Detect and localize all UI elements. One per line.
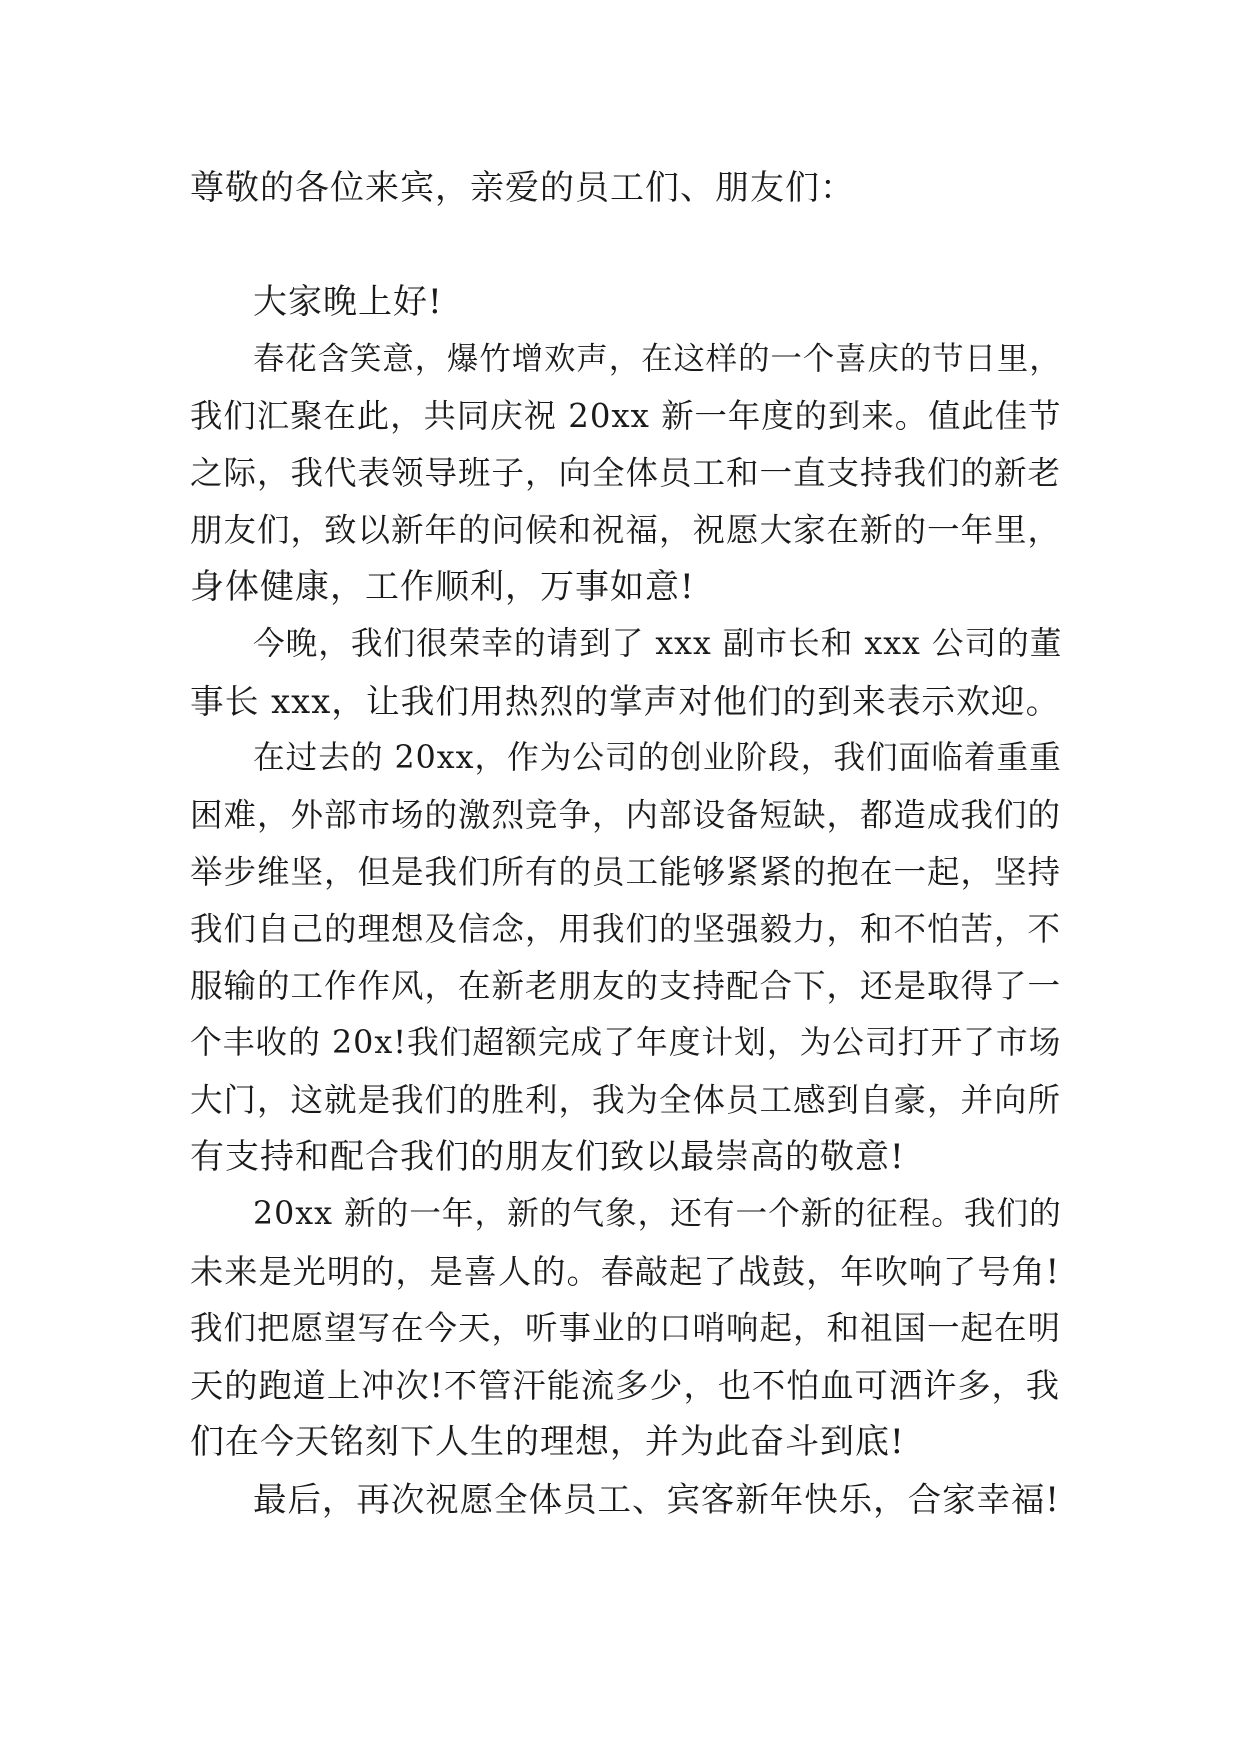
paragraph-greeting-line: 大家晚上好!	[253, 282, 443, 322]
paragraph-line: 天的跑道上冲次!不管汗能流多少，也不怕血可洒许多，我	[190, 1366, 1060, 1405]
salutation: 尊敬的各位来宾，亲爱的员工们、朋友们：	[190, 168, 855, 208]
speech-text	[190, 160, 1063, 1528]
paragraph-line: 们在今天铭刻下人生的理想，并为此奋斗到底!	[190, 1422, 905, 1462]
paragraph-line: 身体健康，工作顺利，万事如意!	[190, 567, 695, 607]
blank-line	[190, 217, 1060, 274]
paragraph-line: 我们把愿望写在今天，听事业的口哨响起，和祖国一起在明	[190, 1309, 1062, 1347]
paragraph-line: 之际，我代表领导班子，向全体员工和一直支持我们的新老	[190, 454, 1062, 492]
paragraph-line: 有支持和配合我们的朋友们致以最崇高的敬意!	[190, 1137, 905, 1177]
paragraph-line: 今晚，我们很荣幸的请到了 xxx 副市长和 xxx 公司的董	[253, 626, 1063, 662]
paragraph-line: 未来是光明的，是喜人的。春敲起了战鼓，年吹响了号角!	[190, 1252, 1060, 1291]
paragraph-line: 个丰收的 20x!我们超额完成了年度计划，为公司打开了市场	[190, 1025, 1062, 1061]
paragraph-line: 我们汇聚在此，共同庆祝 20xx 新一年度的到来。值此佳节	[190, 397, 1062, 435]
paragraph-line: 举步维坚，但是我们所有的员工能够紧紧的抱在一起，坚持	[190, 853, 1062, 891]
paragraph-line: 朋友们，致以新年的问候和祝福，祝愿大家在新的一年里，	[190, 511, 1062, 549]
paragraph-closing-line: 最后，再次祝愿全体员工、宾客新年快乐，合家幸福!	[253, 1480, 1060, 1519]
paragraph-line: 大门，这就是我们的胜利，我为全体员工感到自豪，并向所	[190, 1081, 1062, 1119]
paragraph-line: 春花含笑意，爆竹增欢声，在这样的一个喜庆的节日里，	[253, 341, 1062, 377]
paragraph-line: 事长 xxx，让我们用热烈的掌声对他们的到来表示欢迎。	[190, 682, 1061, 721]
paragraph-line: 困难，外部市场的激烈竞争，内部设备短缺，都造成我们的	[190, 796, 1062, 834]
paragraph-line: 在过去的 20xx，作为公司的创业阶段，我们面临着重重	[253, 740, 1062, 776]
paragraph-line: 20xx 新的一年，新的气象，还有一个新的征程。我们的	[253, 1196, 1062, 1232]
paragraph-line: 服输的工作作风，在新老朋友的支持配合下，还是取得了一	[190, 967, 1062, 1005]
paragraph-line: 我们自己的理想及信念，用我们的坚强毅力，和不怕苦，不	[190, 910, 1062, 948]
